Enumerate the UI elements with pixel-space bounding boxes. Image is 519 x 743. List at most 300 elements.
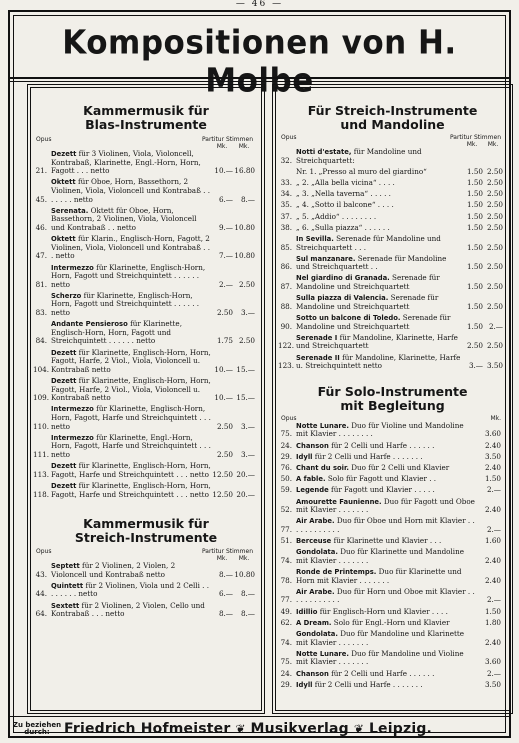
- entry-text: [49, 602, 211, 619]
- entry-text: [49, 320, 211, 346]
- catalog-entry: [278, 190, 507, 199]
- entry-text: [49, 349, 211, 375]
- catalog-entry: [33, 235, 259, 261]
- opus-number: 77.: [280, 524, 292, 534]
- catalog-entry: [278, 517, 507, 534]
- work-title: Oktett: [51, 235, 76, 244]
- work-title: Sextett: [51, 601, 80, 610]
- catalog-entry: [278, 498, 507, 515]
- price: 2.40: [484, 637, 501, 647]
- work-description: Oktett für Oboe, Horn, Bassethorn, 2 Violinen, Viola, Violoncell und Kontrabaß . . netto: [51, 205, 197, 232]
- entry-text: [294, 650, 477, 667]
- work-description: für 2 Celli und Harfe . . . . . . .: [314, 451, 423, 461]
- price-stimmen: 2.50: [486, 200, 503, 210]
- price-partitur: 1.50: [466, 166, 483, 176]
- catalog-entry: [278, 294, 507, 311]
- opus-number: 84.: [35, 336, 47, 346]
- opus-number: 47.: [35, 251, 47, 261]
- work-description: Nr. 1. „Presso al muro del giardino“: [296, 166, 427, 176]
- opus-number: 43.: [35, 569, 47, 579]
- catalog-entry: [33, 562, 259, 579]
- price-partitur: 2.50: [216, 308, 233, 318]
- entry-text: [294, 168, 461, 177]
- entry-text: [49, 235, 211, 261]
- work-description: für Fagott und Klavier . . . . .: [331, 485, 435, 495]
- opus-number: 24.: [280, 440, 292, 450]
- unit-stimmen: Mk.: [487, 141, 499, 148]
- opus-number: 111.: [33, 449, 50, 459]
- work-title: Idyll: [296, 680, 313, 689]
- opus-number: 21.: [35, 166, 47, 176]
- work-description: für Klarinette, Engl.-Horn, Horn, Fagott, Harfe und Streichquintett . . . netto: [51, 432, 211, 459]
- price: 2.40: [484, 462, 501, 472]
- price: 2.—: [486, 485, 501, 495]
- work-description: Duo für Mandoline und Violine mit Klavier . . . . . . .: [296, 648, 464, 667]
- catalog-entry: [278, 681, 507, 690]
- work-title: Andante Pensieroso: [51, 320, 128, 329]
- opus-number: 29.: [280, 679, 292, 689]
- entry-text: [49, 264, 211, 290]
- work-description: Duo für Klarinette und Horn mit Klavier . . . . . . .: [296, 567, 462, 585]
- unit-partitur: Mk.: [216, 143, 228, 150]
- catalog-entry: [33, 434, 259, 460]
- work-title: Intermezzo: [51, 405, 94, 414]
- entry-text: [49, 207, 211, 233]
- work-title: Sotto un balcone di Toledo.: [296, 314, 401, 323]
- opus-number: 85.: [280, 242, 292, 252]
- catalog-entry: [278, 548, 507, 565]
- price-stimmen: 8.—: [240, 589, 255, 599]
- entry-text: [294, 453, 477, 462]
- partitur-stimmen-label: Partitur Stimmen: [201, 548, 253, 556]
- entry-text: [294, 608, 477, 617]
- opus-number: 33.: [280, 177, 292, 187]
- column-header: [281, 134, 507, 141]
- work-title: A Dream.: [296, 618, 332, 627]
- opus-number: 62.: [280, 617, 292, 627]
- catalog-entry: [33, 582, 259, 599]
- entry-text: [49, 292, 211, 318]
- opus-number: 44.: [35, 589, 47, 599]
- work-description: für Klarinette, Englisch-Horn, Horn, Fagott, Harfe und Streichquintett . . . netto: [51, 461, 211, 479]
- entry-text: [294, 619, 477, 628]
- partitur-stimmen-label: Partitur Stimmen: [449, 134, 501, 141]
- price-stimmen: 2.50: [486, 189, 503, 199]
- price-stimmen: 10.80: [234, 251, 255, 261]
- work-description: Duo für Fagott und Oboe mit Klavier . . . . . . .: [296, 496, 475, 515]
- opus-number: 118.: [33, 489, 50, 499]
- price-stimmen: 2.50: [486, 166, 503, 176]
- unit-stimmen: Mk.: [238, 555, 250, 563]
- catalog-entry: [278, 475, 507, 484]
- work-description: für 2 Violinen, Viola und 2 Celli . . . . . . . . netto: [51, 580, 210, 599]
- entry-text: [49, 482, 211, 499]
- work-description: Solo für Engl.-Horn und Klavier: [333, 617, 450, 627]
- catalog-entry: [278, 650, 507, 667]
- work-description: Solo für Fagott und Klavier . .: [327, 474, 437, 484]
- price-partitur: 1.50: [466, 189, 483, 199]
- entry-text: [294, 224, 461, 233]
- catalog-entry: [33, 150, 259, 176]
- price-partitur: 2.—: [218, 279, 233, 289]
- work-description: für Klarinette, Englisch-Horn, Horn, Fagott und Streichquintett . . . . . . netto: [51, 290, 200, 318]
- entry-text: [49, 377, 211, 403]
- opus-number: 78.: [280, 575, 292, 585]
- work-title: Quintett: [51, 581, 84, 590]
- work-title: Gondolata.: [296, 548, 338, 557]
- catalog-entry: [278, 201, 507, 210]
- work-description: für 2 Celli und Harfe . . . . . .: [331, 668, 435, 678]
- price-stimmen: 16.80: [234, 166, 255, 176]
- opus-number: 123.: [278, 361, 295, 371]
- work-description: für 2 Violinen, 2 Violen, 2 Violoncell und Kontrabaß netto: [51, 561, 176, 579]
- entry-text: [294, 235, 461, 252]
- column-header: [36, 136, 259, 143]
- title-rule-thin: [10, 81, 509, 82]
- work-description: „ 3. „Nella taverna“ . . . . .: [296, 189, 391, 199]
- price-partitur: 12.50: [212, 469, 233, 479]
- publisher-type: Musikverlag: [250, 720, 349, 737]
- entry-text: [294, 442, 477, 451]
- price-partitur: 3.—: [468, 361, 483, 371]
- right-column-inner: [275, 87, 510, 711]
- price-stimmen: 2.50: [486, 242, 503, 252]
- opus-label: Opus: [281, 134, 297, 141]
- price-stimmen: 2.50: [238, 279, 255, 289]
- opus-number: 52.: [280, 505, 292, 515]
- price-stimmen: 2.50: [238, 336, 255, 346]
- price-stimmen: 15.—: [236, 364, 255, 374]
- price-stimmen: 3.—: [240, 449, 255, 459]
- opus-number: 51.: [280, 536, 292, 546]
- opus-number: 37.: [280, 211, 292, 221]
- opus-number: 35.: [280, 200, 292, 210]
- work-description: Duo für Horn und Oboe mit Klavier . . . . . . . . . . . .: [296, 586, 475, 605]
- work-title: Notte Lunare.: [296, 649, 349, 658]
- section-title-line1: Kammermusik für: [83, 103, 209, 118]
- work-title: Gondolata.: [296, 629, 338, 638]
- price-partitur: 1.50: [466, 200, 483, 210]
- work-title: Sul manzanare.: [296, 254, 356, 263]
- catalog-entry: [278, 213, 507, 222]
- price: 3.60: [484, 429, 501, 439]
- entry-list: [33, 562, 259, 619]
- price-partitur: 1.50: [466, 177, 483, 187]
- catalog-entry: [33, 482, 259, 499]
- footer-note-line1: Zu beziehen: [12, 720, 62, 729]
- price-partitur: 10.—: [214, 393, 233, 403]
- catalog-entry: [278, 179, 507, 188]
- left-column: [27, 84, 265, 714]
- entry-list: [33, 150, 259, 499]
- entry-text: [294, 681, 477, 690]
- publisher-city: Leipzig.: [368, 720, 433, 737]
- catalog-entry: [278, 148, 507, 165]
- opus-label: Opus: [36, 548, 52, 556]
- entry-text: [294, 670, 477, 679]
- work-title: Nel giardino di Granada.: [296, 274, 390, 283]
- entry-text: [49, 150, 211, 176]
- work-title: Serenade I: [296, 333, 338, 342]
- section-title-line1: Für Streich-Instrumente: [307, 103, 478, 118]
- work-title: Chanson: [296, 669, 329, 678]
- price-partitur: 1.50: [466, 211, 483, 221]
- price-partitur: 6.—: [218, 194, 233, 204]
- work-description: „ 5. „Addio“ . . . . . . . .: [296, 211, 377, 221]
- right-column: [272, 84, 513, 714]
- work-description: für Klarinette, Englisch-Horn, Horn, Fagott, Harfe und Streichquintett . . . netto: [51, 404, 211, 431]
- opus-number: 77.: [280, 595, 292, 605]
- opus-number: 46.: [35, 222, 47, 232]
- work-description: Duo für Oboe und Horn mit Klavier . . . . . . . . . . . .: [296, 516, 475, 534]
- work-title: Dezett: [51, 348, 77, 357]
- opus-number: 87.: [280, 282, 292, 292]
- entry-text: [294, 334, 461, 351]
- opus-number: 49.: [280, 606, 292, 616]
- work-description: für Klarinette, Englisch-Horn, Horn, Fagott und Streichquintett . . . . . . netto: [51, 319, 182, 346]
- opus-number: 38.: [280, 222, 292, 232]
- price-partitur: 8.—: [218, 569, 233, 579]
- opus-number: 75.: [280, 429, 292, 439]
- price-stimmen: 3.50: [486, 361, 503, 371]
- entry-text: [294, 190, 461, 199]
- work-title: Ronde de Printemps.: [296, 568, 377, 577]
- price-partitur: 12.50: [212, 489, 233, 499]
- catalog-entry: [278, 464, 507, 473]
- entry-text: [49, 178, 211, 204]
- opus-number: 109.: [33, 393, 50, 403]
- work-title: Septett: [51, 562, 80, 571]
- work-title: Oktett: [51, 178, 76, 187]
- price-stimmen: 2.50: [486, 177, 503, 187]
- price-stimmen: 2.—: [488, 321, 503, 331]
- entry-text: [49, 582, 211, 599]
- catalog-entry: [33, 602, 259, 619]
- catalog-entry: [278, 334, 507, 351]
- price-stimmen: 15.—: [236, 393, 255, 403]
- catalog-entry: [278, 588, 507, 605]
- work-title: Dezett: [51, 377, 77, 385]
- publisher-footer: [10, 716, 509, 740]
- section-title-line1: Kammermusik für: [83, 516, 209, 532]
- entry-text: [294, 475, 477, 484]
- opus-number: 64.: [35, 609, 47, 619]
- work-description: für Mandoline, Klarinette, Harfe und Streichquartett: [296, 332, 458, 351]
- work-description: „ 6. „Sulla piazza“ . . . . . .: [296, 222, 390, 232]
- work-title: Serenade II: [296, 353, 340, 362]
- left-column-inner: [30, 87, 262, 711]
- catalog-entry: [278, 442, 507, 451]
- entry-text: [294, 148, 461, 165]
- entry-text: [49, 462, 211, 479]
- opus-number: 88.: [280, 301, 292, 311]
- entry-text: [294, 354, 461, 371]
- work-title: Chanson: [296, 441, 329, 450]
- opus-number: 110.: [33, 421, 50, 431]
- price: 1.60: [484, 536, 501, 546]
- catalog-entry: [278, 537, 507, 546]
- price-stimmen: 2.50: [486, 211, 503, 221]
- work-title: Scherzo: [51, 291, 82, 300]
- catalog-entry: [33, 349, 259, 375]
- price: 2.40: [484, 575, 501, 585]
- work-title: Idyll: [296, 452, 313, 461]
- work-description: für 2 Celli und Harfe . . . . . . .: [314, 679, 423, 689]
- catalog-entry: [278, 314, 507, 331]
- catalog-entry: [278, 453, 507, 462]
- unit-partitur: Mk.: [216, 555, 228, 563]
- price-stimmen: 20.—: [236, 489, 255, 499]
- price: 2.40: [484, 440, 501, 450]
- work-title: Dezett: [51, 150, 77, 158]
- price-stimmen: 10.80: [234, 222, 255, 232]
- work-description: für Mandoline und Streichquartett:: [296, 147, 422, 165]
- opus-number: 29.: [280, 451, 292, 461]
- catalog-entry: [278, 235, 507, 252]
- section-title-line2: Streich-Instrumente: [74, 530, 218, 546]
- price-partitur: 7.—: [218, 251, 233, 261]
- opus-number: 74.: [280, 637, 292, 647]
- catalog-entry: [33, 207, 259, 233]
- work-description: für Oboe, Horn, Bassethorn, 2 Violinen, Viola, Violoncell und Kontrabaß . . . . . . . netto: [51, 177, 211, 204]
- entry-text: [294, 548, 477, 565]
- work-description: Duo für 2 Celli und Klavier: [351, 462, 450, 472]
- section-title-line2: mit Begleitung: [340, 397, 445, 413]
- section-streich: [33, 517, 259, 619]
- work-title: In Sevilla.: [296, 234, 334, 243]
- work-title: Dezett: [51, 481, 77, 490]
- price: 2.—: [486, 595, 501, 605]
- catalog-entry: [33, 377, 259, 403]
- entry-text: [294, 422, 477, 439]
- price-partitur: 1.50: [466, 301, 483, 311]
- entry-text: [294, 274, 461, 291]
- entry-text: [294, 537, 477, 546]
- entry-text: [49, 434, 211, 460]
- catalog-entry: [278, 255, 507, 272]
- work-description: Duo für Violine und Mandoline mit Klavier . . . . . . . .: [296, 420, 464, 439]
- price-partitur: 8.—: [218, 609, 233, 619]
- work-title: Berceuse: [296, 537, 332, 546]
- catalog-entry: [278, 168, 507, 177]
- price-stimmen: 10.80: [234, 569, 255, 579]
- price-stimmen: 3.—: [240, 308, 255, 318]
- entry-text: [294, 255, 461, 272]
- work-title: Intermezzo: [51, 263, 94, 272]
- price-partitur: 10.—: [214, 364, 233, 374]
- entry-text: [294, 464, 477, 473]
- work-description: Serenade für Mandoline und Streichquartett . . .: [296, 233, 441, 252]
- work-title: Amourette Faunienne.: [296, 497, 382, 506]
- catalog-entry: [278, 670, 507, 679]
- section-solo: [278, 385, 507, 690]
- opus-number: 81.: [35, 279, 47, 289]
- price-partitur: 1.50: [466, 282, 483, 292]
- work-title: Serenata.: [51, 206, 89, 215]
- price: 1.50: [484, 606, 501, 616]
- price: 3.60: [484, 657, 501, 667]
- price-stimmen: 8.—: [240, 194, 255, 204]
- catalog-entry: [278, 354, 507, 371]
- work-title: Notti d'estate,: [296, 148, 352, 156]
- work-description: für 2 Celli und Harfe . . . . . .: [331, 440, 435, 450]
- opus-label: Opus: [281, 414, 297, 422]
- section-blas: [33, 104, 259, 499]
- price: 2.—: [486, 668, 501, 678]
- entry-text: [294, 486, 477, 495]
- price-stimmen: 2.50: [486, 262, 503, 272]
- price: 3.50: [484, 679, 501, 689]
- work-description: für 2 Violinen, 2 Violen, Cello und Kontrabaß . . . netto: [51, 600, 205, 619]
- work-description: für Klarin., Englisch-Horn, Fagott, 2 Violinen, Viola, Violoncell und Kontrabaß . . . netto: [51, 234, 211, 261]
- footer-note-line2: durch:: [24, 727, 50, 736]
- work-title: Air Arabe.: [296, 587, 335, 596]
- price: 1.80: [484, 617, 501, 627]
- price-partitur: 1.50: [466, 262, 483, 272]
- opus-number: 76.: [280, 462, 292, 472]
- opus-number: 24.: [280, 668, 292, 678]
- opus-number: 34.: [280, 189, 292, 199]
- price-partitur: 1.50: [466, 222, 483, 232]
- entry-text: [294, 588, 477, 605]
- price: 1.50: [484, 474, 501, 484]
- work-description: Serenade für Mandoline und Streichquartett . .: [296, 253, 447, 272]
- entry-text: [294, 498, 477, 515]
- work-description: für Klarinette, Englisch-Horn, Horn, Fagott, Harfe und Streichquintett . . . netto: [51, 480, 211, 499]
- opus-number: 59.: [280, 485, 292, 495]
- unit-partitur: Mk.: [466, 141, 478, 148]
- entry-text: [294, 294, 461, 311]
- entry-text: [294, 201, 461, 210]
- catalog-entry: [278, 619, 507, 628]
- work-description: für Mandoline, Klarinette, Harfe u. Streichquintett netto: [296, 352, 461, 371]
- opus-number: 113.: [33, 469, 50, 479]
- catalog-entry: [278, 274, 507, 291]
- catalog-entry: [278, 568, 507, 585]
- work-title: Intermezzo: [51, 433, 94, 442]
- fleuron-icon: ❦: [235, 721, 246, 736]
- work-description: für Klarinette, Englisch-Horn, Horn, Fagott, Harfe, 2 Viol., Viola, Violoncell u. Kontrabaß netto: [51, 347, 211, 374]
- page-title: Kompositionen von H. Molbe: [62, 24, 457, 100]
- entry-text: [294, 213, 461, 222]
- price-partitur: 10.—: [214, 166, 233, 176]
- page-frame: [8, 10, 511, 738]
- opus-number: 83.: [35, 308, 47, 318]
- opus-number: 86.: [280, 262, 292, 272]
- opus-number: 45.: [35, 194, 47, 204]
- column-header: [36, 548, 259, 555]
- work-title: Dezett: [51, 462, 77, 471]
- opus-number: 74.: [280, 555, 292, 565]
- catalog-entry: [278, 224, 507, 233]
- price-partitur: 9.—: [218, 222, 233, 232]
- catalog-entry: [33, 264, 259, 290]
- work-description: für Englisch-Horn und Klavier . . . .: [319, 606, 448, 616]
- price-partitur: 2.50: [216, 449, 233, 459]
- price-partitur: 1.50: [466, 242, 483, 252]
- catalog-entry: [33, 178, 259, 204]
- opus-number: 104.: [33, 364, 50, 374]
- partitur-stimmen-label: Partitur Stimmen: [201, 136, 253, 143]
- work-title: Chant du soir.: [296, 463, 349, 472]
- opus-number: 50.: [280, 474, 292, 484]
- entry-text: [49, 562, 211, 579]
- catalog-entry: [33, 292, 259, 318]
- entry-text: [294, 568, 477, 585]
- opus-number: 90.: [280, 321, 292, 331]
- section-title-line2: Blas-Instrumente: [85, 117, 207, 132]
- price-partitur: 1.75: [216, 336, 233, 346]
